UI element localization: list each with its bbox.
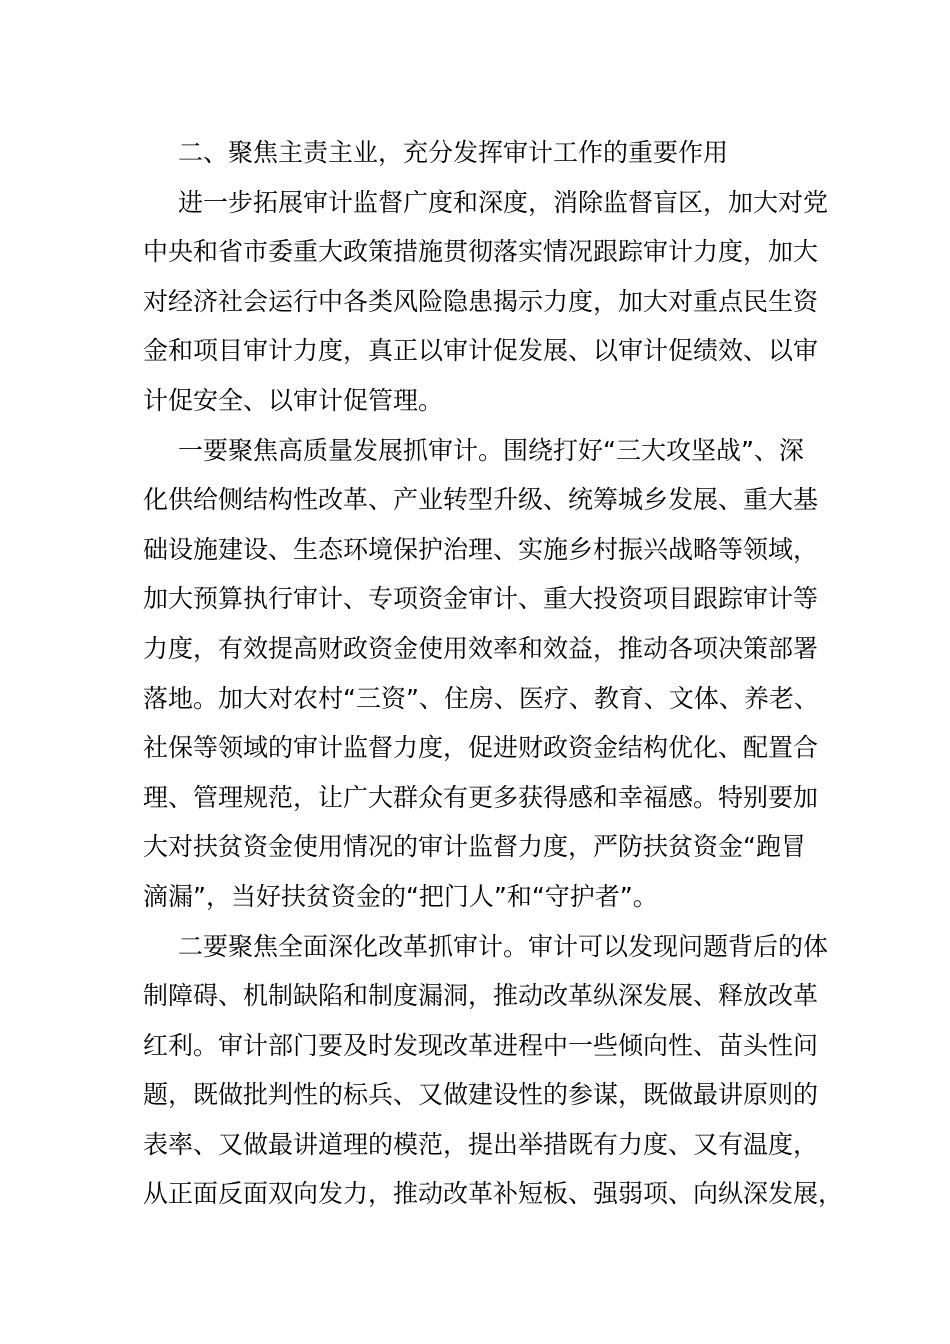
paragraph-line: 力度，有效提高财政资金使用效率和效益，推动各项决策部署 bbox=[143, 633, 819, 663]
paragraph-line: 进一步拓展审计监督广度和深度，消除监督盲区，加大对党 bbox=[178, 187, 829, 217]
paragraph-3 bbox=[143, 922, 844, 1220]
paragraph-line: 一要聚焦高质量发展抓审计。围绕打好“三大攻坚战”、深 bbox=[178, 435, 804, 465]
paragraph-1 bbox=[143, 178, 829, 426]
paragraph-line: 计促安全、以审计促管理。 bbox=[143, 385, 444, 415]
paragraph-line: 红利。审计部门要及时发现改革进程中一些倾向性、苗头性问 bbox=[143, 1030, 819, 1060]
paragraph-line: 从正面反面双向发力，推动改革补短板、强弱项、向纵深发展， bbox=[143, 1179, 844, 1209]
paragraph-line: 金和项目审计力度，真正以审计促发展、以审计促绩效、以审 bbox=[143, 336, 819, 366]
paragraph-line: 制障碍、机制缺陷和制度漏洞，推动改革纵深发展、释放改革 bbox=[143, 981, 819, 1011]
paragraph-line: 大对扶贫资金使用情况的审计监督力度，严防扶贫资金“跑冒 bbox=[143, 832, 806, 862]
paragraph-line: 础设施建设、生态环境保护治理、实施乡村振兴战略等领域， bbox=[143, 534, 819, 564]
section-heading: 二、聚焦主责主业，充分发挥审计工作的重要作用 bbox=[178, 138, 729, 167]
paragraph-line: 滴漏”，当好扶贫资金的“把门人”和“守护者”。 bbox=[143, 881, 658, 911]
document-body bbox=[143, 128, 844, 1219]
paragraph-line: 理、管理规范，让广大群众有更多获得感和幸福感。特别要加 bbox=[143, 782, 819, 812]
paragraph-line: 对经济社会运行中各类风险隐患揭示力度，加大对重点民生资 bbox=[143, 286, 819, 316]
paragraph-line: 中央和省市委重大政策措施贯彻落实情况跟踪审计力度，加大 bbox=[143, 237, 819, 267]
paragraph-line: 题，既做批判性的标兵、又做建设性的参谋，既做最讲原则的 bbox=[143, 1080, 819, 1110]
paragraph-line: 落地。加大对农村“三资”、住房、医疗、教育、文体、养老、 bbox=[143, 683, 819, 713]
paragraph-2 bbox=[143, 426, 819, 922]
paragraph-line: 表率、又做最讲道理的模范，提出举措既有力度、又有温度， bbox=[143, 1129, 819, 1159]
paragraph-line: 社保等领域的审计监督力度，促进财政资金结构优化、配置合 bbox=[143, 733, 819, 763]
paragraph-line: 加大预算执行审计、专项资金审计、重大投资项目跟踪审计等 bbox=[143, 584, 819, 614]
paragraph-line: 化供给侧结构性改革、产业转型升级、统筹城乡发展、重大基 bbox=[143, 485, 819, 515]
paragraph-line: 二要聚焦全面深化改革抓审计。审计可以发现问题背后的体 bbox=[178, 931, 829, 961]
